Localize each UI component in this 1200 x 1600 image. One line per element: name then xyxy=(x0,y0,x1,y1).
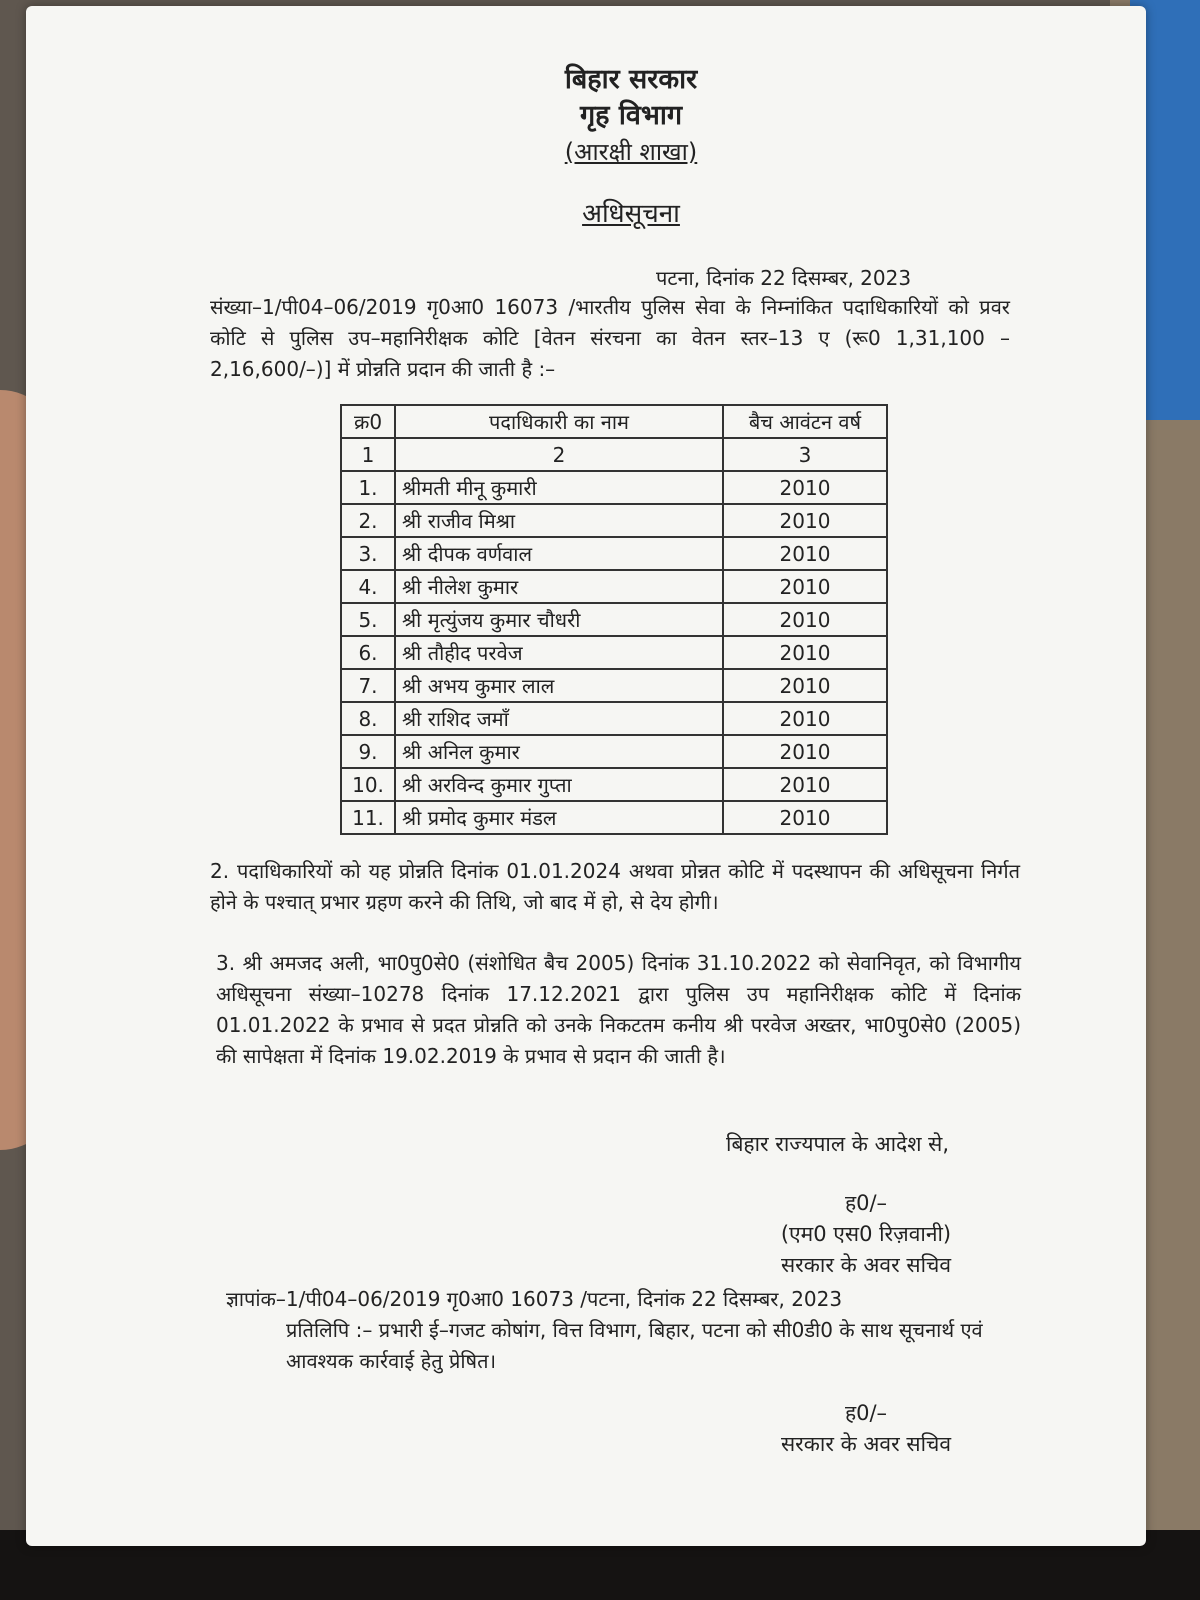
date-line: पटना, दिनांक 22 दिसम्बर, 2023 xyxy=(656,266,912,290)
officer-name: श्री अनिल कुमार xyxy=(395,735,723,768)
signatory-title: सरकार के अवर सचिव xyxy=(780,1432,952,1456)
memo-block xyxy=(226,1284,1016,1377)
column-header-batch-year: बैच आवंटन वर्ष xyxy=(723,405,887,438)
batch-year: 2010 xyxy=(723,735,887,768)
batch-year: 2010 xyxy=(723,669,887,702)
letterhead xyxy=(26,62,1200,170)
signatory-name: (एम0 एस0 रिज़वानी) xyxy=(780,1222,952,1246)
row-serial: 4. xyxy=(341,570,395,603)
batch-year: 2010 xyxy=(723,768,887,801)
row-serial: 3. xyxy=(341,537,395,570)
signatory-title: सरकार के अवर सचिव xyxy=(780,1253,952,1277)
officers-table xyxy=(340,404,888,835)
order-line: बिहार राज्यपाल के आदेश से, xyxy=(726,1132,950,1156)
row-serial: 11. xyxy=(341,801,395,834)
batch-year: 2010 xyxy=(723,471,887,504)
row-serial: 9. xyxy=(341,735,395,768)
batch-year: 2010 xyxy=(723,504,887,537)
column-number: 2 xyxy=(395,438,723,471)
row-serial: 7. xyxy=(341,669,395,702)
signature-block xyxy=(746,1188,986,1281)
signature-mark: ह0/– xyxy=(844,1401,888,1425)
officer-name: श्रीमती मीनू कुमारी xyxy=(395,471,723,504)
table-row xyxy=(341,636,887,669)
table-row xyxy=(341,603,887,636)
memo-reference: ज्ञापांक–1/पी04–06/2019 गृ0आ0 16073 /पटना, दिनांक 22 दिसम्बर, 2023 xyxy=(226,1287,843,1311)
officer-name: श्री अभय कुमार लाल xyxy=(395,669,723,702)
paragraph-3: 3. श्री अमजद अली, भा0पु0से0 (संशोधित बैच 2005) दिनांक 31.10.2022 को सेवानिवृत, को विभागीय अधिसूचना संख्या–10278 दिनांक 17.12.2021 द्वारा पुलिस उप महानिरीक्षक कोटि में दिनांक 01.01.2022 के प्रभाव से प्रदत प्रोन्नति को उनके निकटतम कनीय श्री परवेज अख्तर, भा0पु0से0 (2005) की सापेक्षता में दिनांक 19.02.2019 के प्रभाव से प्रदान की जाती है। xyxy=(216,951,1021,1068)
column-number: 1 xyxy=(341,438,395,471)
officer-name: श्री अरविन्द कुमार गुप्ता xyxy=(395,768,723,801)
table-row xyxy=(341,735,887,768)
paragraph-2: 2. पदाधिकारियों को यह प्रोन्नति दिनांक 01.01.2024 अथवा प्रोन्नत कोटि में पदस्थापन की अधिसूचना निर्गत होने के पश्चात् प्रभार ग्रहण करने की तिथि, जो बाद में हो, से देय होगी। xyxy=(210,859,1020,914)
table-header-row xyxy=(341,405,887,438)
row-serial: 10. xyxy=(341,768,395,801)
officer-name: श्री तौहीद परवेज xyxy=(395,636,723,669)
table-row xyxy=(341,768,887,801)
officer-name: श्री प्रमोद कुमार मंडल xyxy=(395,801,723,834)
table-row xyxy=(341,471,887,504)
letterhead-branch: (आरक्षी शाखा) xyxy=(564,138,698,166)
officer-name: श्री राशिद जमाँ xyxy=(395,702,723,735)
row-serial: 8. xyxy=(341,702,395,735)
row-serial: 1. xyxy=(341,471,395,504)
signature-block-2 xyxy=(746,1398,986,1460)
column-header-name: पदाधिकारी का नाम xyxy=(395,405,723,438)
officer-name: श्री राजीव मिश्रा xyxy=(395,504,723,537)
batch-year: 2010 xyxy=(723,702,887,735)
paragraph-1: संख्या–1/पी04–06/2019 गृ0आ0 16073 /भारतीय पुलिस सेवा के निम्नांकित पदाधिकारियों को प्रवर कोटि से पुलिस उप–महानिरीक्षक कोटि [वेतन संरचना का वेतन स्तर–13 ए (रू0 1,31,100 – 2,16,600/–)] में प्रोन्नति प्रदान की जाती है :– xyxy=(210,295,1010,381)
column-number: 3 xyxy=(723,438,887,471)
row-serial: 6. xyxy=(341,636,395,669)
batch-year: 2010 xyxy=(723,801,887,834)
notification-title: अधिसूचना xyxy=(582,199,680,229)
batch-year: 2010 xyxy=(723,636,887,669)
table-column-number-row xyxy=(341,438,887,471)
column-header-serial: क्र0 xyxy=(341,405,395,438)
officer-name: श्री मृत्युंजय कुमार चौधरी xyxy=(395,603,723,636)
letterhead-government: बिहार सरकार xyxy=(564,64,698,95)
table-row xyxy=(341,537,887,570)
signature-mark: ह0/– xyxy=(844,1191,888,1215)
batch-year: 2010 xyxy=(723,570,887,603)
table-row xyxy=(341,504,887,537)
table-row xyxy=(341,801,887,834)
table-row xyxy=(341,570,887,603)
officer-name: श्री दीपक वर्णवाल xyxy=(395,537,723,570)
memo-copy-text: प्रतिलिपि :– प्रभारी ई–गजट कोषांग, वित्त विभाग, बिहार, पटना को सी0डी0 के साथ सूचनार्थ एवं आवश्यक कार्रवाई हेतु प्रेषित। xyxy=(286,1318,983,1373)
table-row xyxy=(341,669,887,702)
row-serial: 5. xyxy=(341,603,395,636)
batch-year: 2010 xyxy=(723,603,887,636)
letterhead-department: गृह विभाग xyxy=(579,100,683,131)
document-page xyxy=(26,6,1146,1546)
officer-name: श्री नीलेश कुमार xyxy=(395,570,723,603)
batch-year: 2010 xyxy=(723,537,887,570)
row-serial: 2. xyxy=(341,504,395,537)
table-row xyxy=(341,702,887,735)
